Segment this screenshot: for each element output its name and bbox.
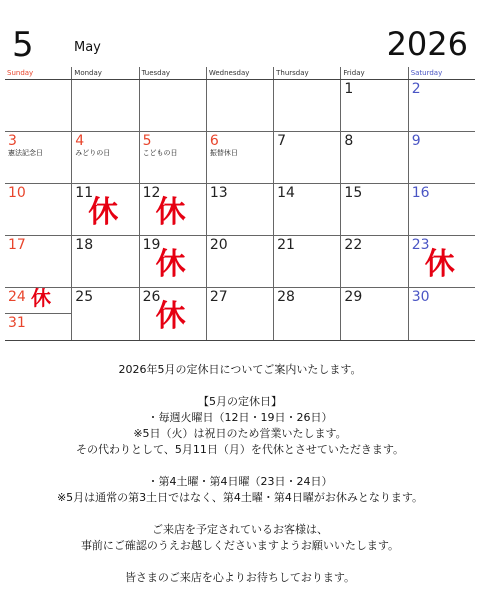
closed-mark: 休 (155, 247, 186, 282)
day-cell (5, 184, 71, 235)
day-cell (273, 236, 340, 287)
day-cell (408, 288, 475, 340)
day-number: 12 (142, 185, 161, 201)
day-cell (71, 288, 138, 340)
day-number: 4 (75, 133, 85, 149)
day-number: 28 (277, 289, 295, 305)
notice-line: ・第4土曜・第4日曜（23日・24日） (147, 475, 333, 488)
calendar-week (5, 80, 475, 132)
weekday-tuesday: Tuesday (139, 67, 206, 79)
day-number: 25 (75, 289, 94, 305)
closed-mark: 休 (31, 286, 51, 310)
day-number: 27 (209, 289, 228, 305)
notice-line: 事前にご確認のうえお越しくださいますようお願いいたします。 (80, 539, 400, 552)
calendar-grid (5, 79, 475, 341)
notice-line: ※5日（火）は祝日のため営業いたします。 (133, 427, 347, 440)
day-cell (340, 236, 407, 287)
empty-day (71, 80, 138, 131)
year: 2026 (386, 25, 468, 63)
month-number: 5 (12, 25, 34, 65)
day-number: 23 (411, 237, 430, 253)
day-number: 3 (8, 133, 17, 149)
day-number: 29 (344, 289, 363, 305)
day-cell (206, 184, 273, 235)
day-number: 6 (209, 133, 219, 149)
day-cell (340, 132, 407, 183)
day-number: 21 (277, 237, 295, 253)
day-cell (408, 184, 475, 235)
day-number: 30 (411, 289, 430, 305)
day-cell (139, 132, 206, 183)
day-number: 18 (75, 237, 94, 253)
calendar-week (5, 288, 475, 340)
day-cell (71, 132, 138, 183)
day-number: 16 (411, 185, 430, 201)
holiday-label: こどもの日 (142, 149, 178, 157)
cell-divider (5, 313, 71, 314)
weekday-header (5, 67, 475, 79)
calendar-week (5, 236, 475, 288)
closed-mark: 休 (424, 247, 455, 282)
weekday-friday: Friday (340, 67, 407, 79)
holiday-label: 憲法記念日 (8, 149, 43, 157)
closure-notice (0, 362, 480, 586)
day-number: 7 (277, 133, 287, 149)
weekday-monday: Monday (71, 67, 138, 79)
day-number: 17 (8, 237, 26, 253)
day-number: 5 (142, 133, 152, 149)
notice-line: ※5月は通常の第3土日ではなく、第4土曜・第4日曜がお休みとなります。 (56, 491, 424, 504)
notice-heading: 【5月の定休日】 (198, 395, 282, 408)
holiday-label: 振替休日 (209, 149, 238, 157)
day-cell (340, 288, 407, 340)
weekday-thursday: Thursday (273, 67, 340, 79)
day-cell (139, 184, 206, 235)
day-cell (5, 132, 71, 183)
weekday-sunday: Sunday (7, 69, 34, 77)
notice-line: その代わりとして、5月11日（月）を代休とさせていただきます。 (76, 443, 404, 456)
calendar-week (5, 184, 475, 236)
day-number: 15 (344, 185, 363, 201)
day-cell (71, 184, 138, 235)
closed-mark: 休 (155, 195, 186, 230)
empty-day (5, 80, 71, 131)
day-number: 13 (209, 185, 228, 201)
empty-day (273, 80, 340, 131)
weekday-wednesday: Wednesday (206, 67, 273, 79)
calendar-week (5, 132, 475, 184)
day-number: 19 (142, 237, 161, 253)
day-cell (206, 288, 273, 340)
calendar (5, 67, 475, 341)
day-number: 24 (8, 289, 26, 305)
day-number: 10 (8, 185, 26, 201)
day-number: 1 (344, 81, 354, 97)
day-cell (206, 132, 273, 183)
day-number: 26 (142, 289, 161, 305)
day-cell (5, 236, 71, 287)
day-cell (340, 80, 407, 131)
day-number: 11 (75, 185, 94, 201)
day-cell (273, 132, 340, 183)
day-number: 2 (411, 81, 421, 97)
day-number: 9 (411, 133, 421, 149)
month-name: May (74, 40, 101, 55)
notice-line: ご来店を予定されているお客様は、 (152, 523, 328, 536)
empty-day (139, 80, 206, 131)
notice-line: ・毎週火曜日（12日・19日・26日） (147, 411, 333, 424)
weekday-saturday: Saturday (408, 67, 475, 79)
notice-intro: 2026年5月の定休日についてご案内いたします。 (118, 363, 362, 376)
day-number: 31 (8, 315, 26, 331)
day-number: 8 (344, 133, 354, 149)
day-cell (273, 288, 340, 340)
day-cell (5, 288, 71, 340)
day-cell (206, 236, 273, 287)
day-number: 22 (344, 237, 363, 253)
empty-day (206, 80, 273, 131)
notice-closing: 皆さまのご来店を心よりお待ちしております。 (124, 571, 356, 584)
closed-mark: 休 (155, 299, 186, 334)
day-cell (340, 184, 407, 235)
day-cell (139, 236, 206, 287)
day-cell (71, 236, 138, 287)
day-cell (408, 80, 475, 131)
day-cell (408, 236, 475, 287)
day-cell (408, 132, 475, 183)
day-cell (273, 184, 340, 235)
holiday-label: みどりの日 (75, 149, 111, 157)
day-cell (139, 288, 206, 340)
day-number: 14 (277, 185, 295, 201)
closed-mark: 休 (88, 195, 119, 230)
day-number: 20 (209, 237, 228, 253)
